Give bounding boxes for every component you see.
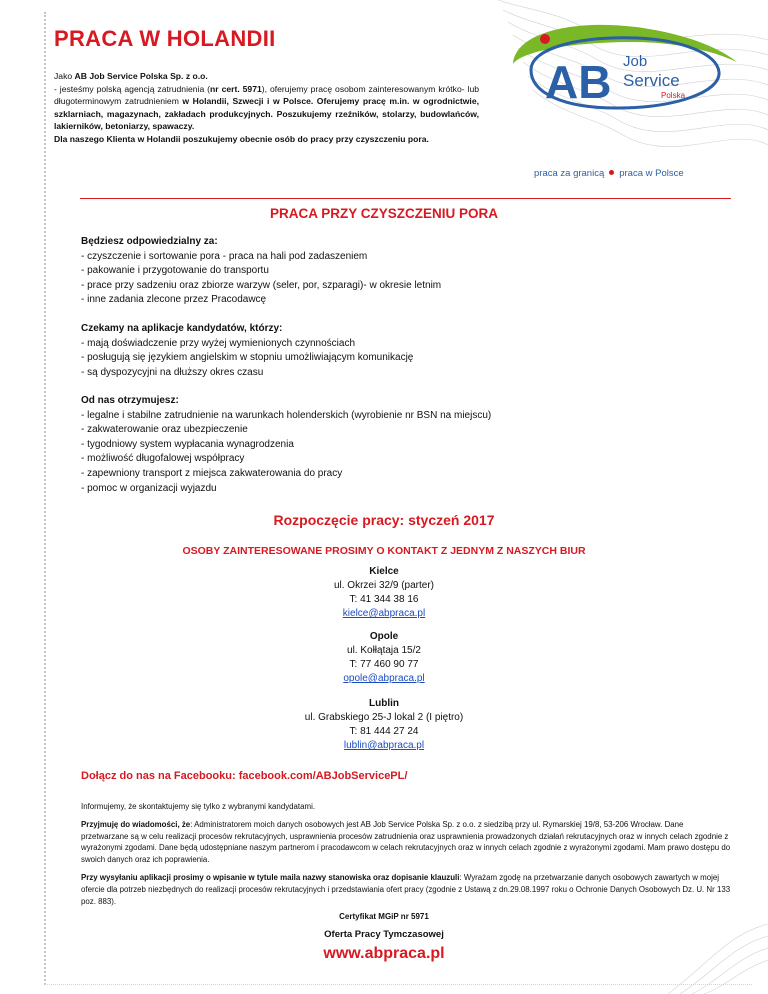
list-item: - pakowanie i przygotowanie do transportu xyxy=(81,265,269,277)
duties-section xyxy=(81,235,721,308)
list-item: - inne zadania zlecone przez Pracodawcę xyxy=(81,294,267,306)
intro-client: Dla naszego Klienta w Holandii poszukujemy obecnie osób do pracy przy czyszczeniu pora. xyxy=(54,133,429,144)
certificate-text: Certyfikat MGiP nr 5971 xyxy=(339,912,429,921)
list-item: - są dyspozycyjni na dłuższy okres czasu xyxy=(81,366,264,378)
divider xyxy=(80,198,731,199)
office-phone: T: 41 344 38 16 xyxy=(349,594,419,605)
legal-p2-text: : Administratorem moich danych osobowych jest AB Job Service Polska Sp. z o.o. z siedzibą przy ul. Rymarskiej 19/8, 53-206 Wrocław. Dane przetwarzane są w celu realizacji procesów rekrutacyjnych, usprawnienia procesów zatrudnienia oraz usprawnienia prowadzonych działań rekrutacyjnych oraz w innych celach zgodnie z wyrażonymi zgodami. Dane będą udostępniane naszym partnerom i pracodawcom w celach rekrutacyjnych oraz w innych celach zgodnie z wyrażonymi zgodami. Mam prawo dostępu do swoich danych oraz ich poprawienia. xyxy=(81,819,731,865)
tagline-left: praca za granicą xyxy=(534,168,605,179)
requirements-heading: Czekamy na aplikacje kandydatów, którzy: xyxy=(81,323,283,334)
office-kielce xyxy=(0,565,768,621)
logo-polska: Polska xyxy=(661,91,686,100)
list-item: - prace przy sadzeniu oraz zbiorze warzyw (seler, por, szparagi)- w okresie letnim xyxy=(81,279,442,291)
duties-heading: Będziesz odpowiedzialny za: xyxy=(81,236,218,247)
intro-part1: - jesteśmy polską agencją zatrudnienia ( xyxy=(54,83,211,94)
list-item: - czyszczenie i sortowanie pora - praca na hali pod zadaszeniem xyxy=(81,250,368,262)
bullet-dot-icon xyxy=(609,170,614,175)
list-item: - posługują się językiem angielskim w stopniu umożliwiającym komunikację xyxy=(81,352,414,364)
office-city: Opole xyxy=(369,631,399,642)
start-date: Rozpoczęcie pracy: styczeń 2017 xyxy=(273,512,495,528)
page-title: PRACA W HOLANDII xyxy=(54,26,276,51)
tagline xyxy=(534,168,684,179)
intro-countries: w Holandii, Szwecji i w Polsce. Oferujemy pracę m.in. w ogrodnictwie, szklarniach, magazynach, zakładach produkcyjnych. Poszukujemy rzeźników, stolarzy, budowlańców, lakierników, betoniarzy, spawaczy. xyxy=(54,96,479,132)
office-email-link[interactable]: kielce@abpraca.pl xyxy=(342,608,426,619)
office-lublin xyxy=(0,697,768,753)
intro-company-prefix: Jako xyxy=(54,71,75,81)
legal-p3-text: : Wyrażam zgodę na przetwarzanie danych osobowych zawartych w mojej ofercie dla potrzeb niezbędnych do realizacji procesów rekrutacyjnych i przedstawiania ofert pracy (zgodnie z Ustawą z dn.29.08.1997 roku o Ochronie Danych Osobowych Dz. U. Nr 133 poz. 883). xyxy=(81,872,731,906)
office-phone: T: 77 460 90 77 xyxy=(349,659,419,670)
list-item: - legalne i stabilne zatrudnienie na warunkach holenderskich (wyrobienie nr BSN na miejscu) xyxy=(81,409,492,421)
office-city: Kielce xyxy=(369,566,399,577)
office-email-link[interactable]: opole@abpraca.pl xyxy=(343,673,425,684)
legal-notice xyxy=(81,801,731,913)
logo-service: Service xyxy=(623,71,680,90)
office-address: ul. Kołłątaja 15/2 xyxy=(347,645,421,656)
offer-type-text: Oferta Pracy Tymczasowej xyxy=(324,929,444,940)
job-title: PRACA PRZY CZYSZCZENIU PORA xyxy=(269,206,499,221)
intro-text xyxy=(54,70,479,146)
requirements-section xyxy=(81,322,721,380)
list-item: - mają doświadczenie przy wyżej wymienionych czynnościach xyxy=(81,337,355,349)
office-address: ul. Grabskiego 25-J lokal 2 (I piętro) xyxy=(304,712,464,723)
office-opole xyxy=(0,630,768,686)
office-email-link[interactable]: lublin@abpraca.pl xyxy=(343,740,425,751)
offer-heading: Od nas otrzymujesz: xyxy=(81,395,179,406)
list-item: - zakwaterowanie oraz ubezpieczenie xyxy=(81,424,248,436)
list-item: - możliwość długofalowej współpracy xyxy=(81,453,245,465)
intro-part2: ), oferujemy pracę osobom zainteresowanym krótko- lub długoterminowym zatrudnieniem xyxy=(54,83,480,107)
list-item: - pomoc w organizacji wyjazdu xyxy=(81,482,217,494)
contact-heading: OSOBY ZAINTERESOWANE PROSIMY O KONTAKT Z JEDNYM Z NASZYCH BIUR xyxy=(182,545,586,557)
facebook-link[interactable]: Dołącz do nas na Facebooku: facebook.com/ABJobServicePL/ xyxy=(81,770,408,782)
logo-job: Job xyxy=(623,53,648,70)
logo-ab: AB xyxy=(545,56,612,108)
list-item: - zapewniony transport z miejsca zakwaterowania do pracy xyxy=(81,467,343,479)
logo-red-dot xyxy=(540,34,550,44)
office-phone: T: 81 444 27 24 xyxy=(349,726,419,737)
cert-number: nr cert. 5971 xyxy=(210,83,262,94)
tagline-right: praca w Polsce xyxy=(619,168,684,179)
legal-p1: Informujemy, że skontaktujemy się tylko z wybranymi kandydatami. xyxy=(81,802,316,811)
legal-p3-bold: Przy wysyłaniu aplikacji prosimy o wpisanie w tytule maila nazwy stanowiska oraz dopisanie klauzuli xyxy=(81,872,460,882)
offer-section xyxy=(81,394,721,496)
office-address: ul. Okrzei 32/9 (parter) xyxy=(333,580,435,591)
ab-job-service-logo xyxy=(505,22,745,112)
office-city: Lublin xyxy=(369,698,399,709)
company-name: AB Job Service Polska Sp. z o.o. xyxy=(74,71,208,81)
list-item: - tygodniowy system wypłacania wynagrodzenia xyxy=(81,438,294,450)
legal-p2-bold: Przyjmuję do wiadomości, że xyxy=(81,819,191,829)
website-link[interactable]: www.abpraca.pl xyxy=(323,945,445,962)
